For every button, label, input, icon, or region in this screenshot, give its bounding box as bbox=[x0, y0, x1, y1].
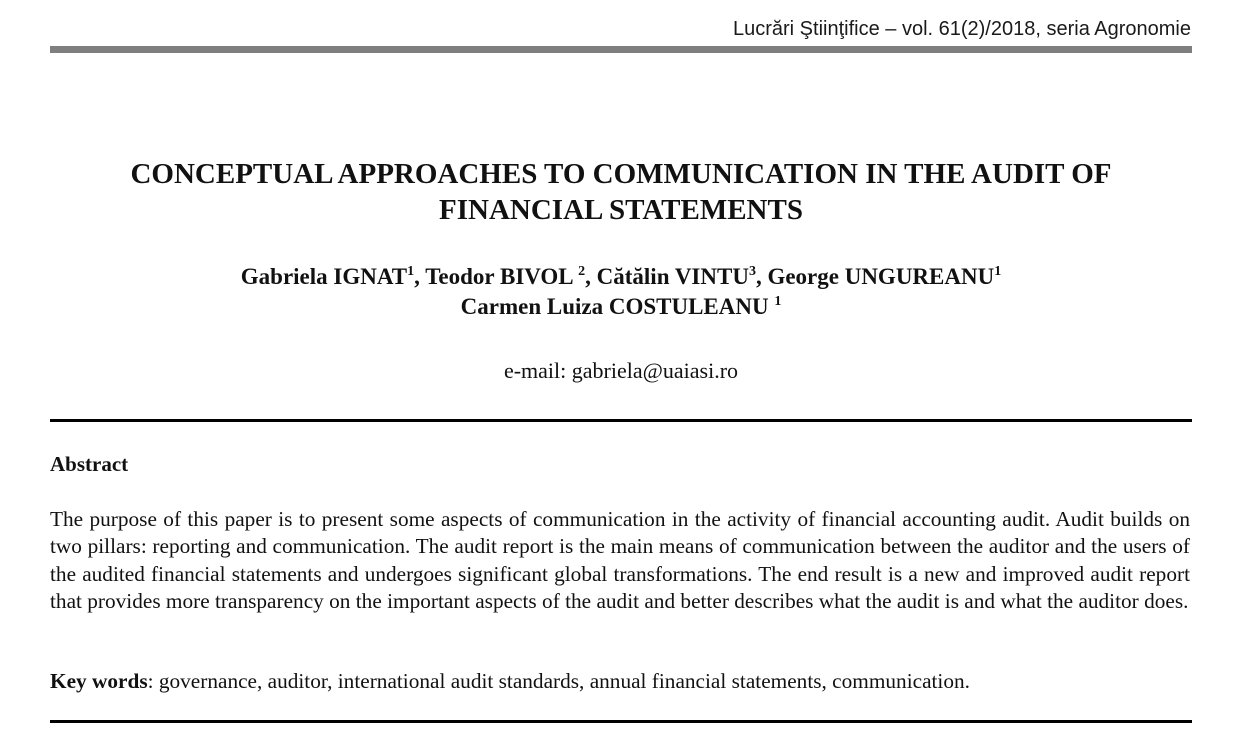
abstract-top-rule bbox=[50, 419, 1192, 422]
author-name: Carmen Luiza COSTULEANU bbox=[460, 294, 775, 319]
author-affiliation: 2 bbox=[578, 264, 586, 279]
keywords-text: : governance, auditor, international audit standards, annual financial statements, communication. bbox=[147, 669, 970, 693]
author-line-1 bbox=[50, 262, 1192, 292]
author-line-2 bbox=[50, 292, 1192, 322]
contact-email: e-mail: gabriela@uaiasi.ro bbox=[503, 358, 739, 383]
title-line-1: CONCEPTUAL APPROACHES TO COMMUNICATION IN THE AUDIT OF bbox=[130, 158, 1112, 190]
author-affiliation: 1 bbox=[407, 264, 415, 279]
author-name: Teodor BIVOL bbox=[425, 264, 579, 289]
author-separator: , bbox=[414, 264, 426, 289]
keywords-label: Key words bbox=[50, 669, 148, 693]
abstract-heading: Abstract bbox=[50, 452, 129, 476]
abstract-bottom-rule bbox=[50, 720, 1192, 723]
author-name: Cătălin VINTU bbox=[596, 264, 749, 289]
paper-title bbox=[50, 156, 1192, 228]
keywords bbox=[50, 669, 1192, 694]
author-separator: , bbox=[755, 264, 768, 289]
journal-running-header: Lucrări Ştiinţifice – vol. 61(2)/2018, seria Agronomie bbox=[732, 18, 1191, 40]
title-line-2: FINANCIAL STATEMENTS bbox=[439, 194, 803, 226]
abstract-text: The purpose of this paper is to present some aspects of communication in the activity of financial accounting audit. Audit builds on two pillars: reporting and communication. The audit report is the main means of communication between the auditor and the users of the audited financial statements and undergoes significant global transformations. The end result is a new and improved audit report that provides more transparency on the important aspects of the audit and better describes what the audit is and what the auditor does. bbox=[50, 507, 1190, 613]
author-name: Gabriela IGNAT bbox=[240, 264, 408, 289]
author-separator: , bbox=[585, 264, 597, 289]
author-affiliation: 1 bbox=[774, 294, 782, 309]
author-list bbox=[50, 262, 1192, 322]
author-affiliation: 1 bbox=[994, 264, 1002, 279]
author-name: George UNGUREANU bbox=[767, 264, 995, 289]
header-rule bbox=[50, 46, 1192, 53]
author-affiliation: 3 bbox=[748, 264, 756, 279]
